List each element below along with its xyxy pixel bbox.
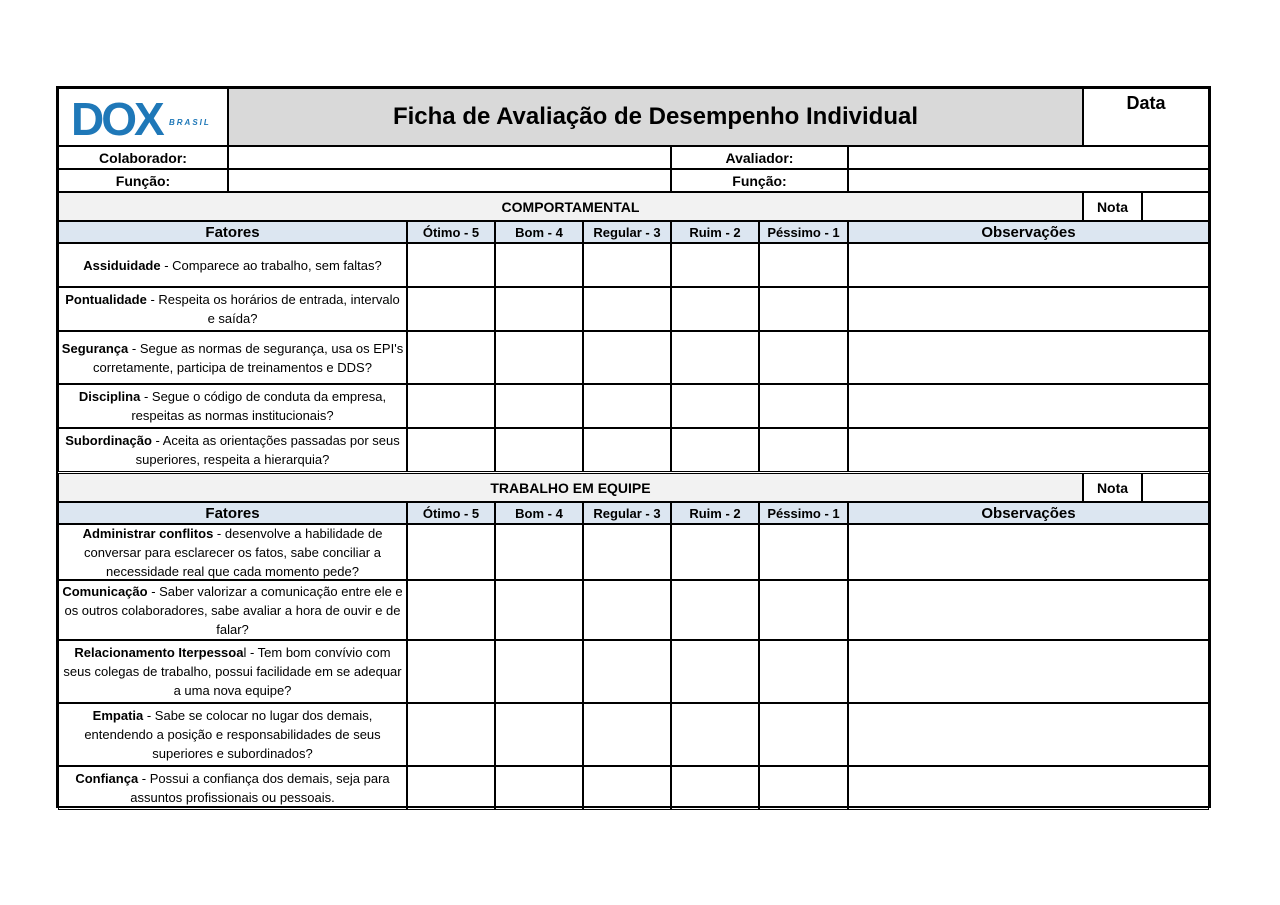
observation-field[interactable] (848, 766, 1209, 810)
rating-checkbox-cell[interactable] (495, 287, 583, 331)
factor-name: Pontualidade (65, 292, 147, 307)
observations-header: Observações (848, 502, 1209, 524)
observations-header: Observações (848, 221, 1209, 243)
rating-checkbox-cell[interactable] (583, 331, 671, 384)
evaluator-function-field[interactable] (848, 169, 1209, 192)
rating-header: Ruim - 2 (671, 221, 759, 243)
factor-name: Subordinação (65, 433, 152, 448)
factor-cell (58, 524, 407, 580)
factor-text (61, 582, 404, 639)
rating-checkbox-cell[interactable] (583, 287, 671, 331)
rating-checkbox-cell[interactable] (671, 287, 759, 331)
factor-description: l - Tem bom convívio com seus colegas de trabalho, possui facilidade em se adequar a uma nova equipe? (63, 645, 402, 698)
rating-checkbox-cell[interactable] (583, 766, 671, 810)
rating-checkbox-cell[interactable] (495, 243, 583, 287)
factor-cell (58, 287, 407, 331)
factor-name: Disciplina (78, 389, 141, 404)
factors-header: Fatores (58, 221, 407, 243)
rating-checkbox-cell[interactable] (583, 580, 671, 640)
factor-cell (58, 384, 407, 428)
grade-label: Nota (1083, 192, 1142, 221)
rating-checkbox-cell[interactable] (407, 524, 495, 580)
rating-checkbox-cell[interactable] (407, 331, 495, 384)
rating-checkbox-cell[interactable] (671, 524, 759, 580)
rating-header: Regular - 3 (583, 502, 671, 524)
factor-text (61, 524, 404, 580)
section-title: TRABALHO EM EQUIPE (58, 473, 1083, 502)
rating-checkbox-cell[interactable] (407, 640, 495, 703)
rating-header: Ótimo - 5 (407, 221, 495, 243)
factor-cell (58, 703, 407, 766)
function-label: Função: (58, 169, 228, 192)
rating-checkbox-cell[interactable] (495, 428, 583, 472)
rating-checkbox-cell[interactable] (495, 524, 583, 580)
factor-cell (58, 640, 407, 703)
rating-checkbox-cell[interactable] (671, 331, 759, 384)
rating-header: Ótimo - 5 (407, 502, 495, 524)
observation-field[interactable] (848, 428, 1209, 472)
date-label: Data (1126, 93, 1166, 113)
rating-checkbox-cell[interactable] (671, 640, 759, 703)
rating-checkbox-cell[interactable] (759, 243, 848, 287)
evaluator-field[interactable] (848, 146, 1209, 169)
rating-checkbox-cell[interactable] (407, 703, 495, 766)
observation-field[interactable] (848, 287, 1209, 331)
rating-checkbox-cell[interactable] (583, 243, 671, 287)
grade-field[interactable] (1142, 473, 1209, 502)
rating-checkbox-cell[interactable] (759, 640, 848, 703)
rating-checkbox-cell[interactable] (759, 703, 848, 766)
rating-checkbox-cell[interactable] (759, 428, 848, 472)
rating-header: Bom - 4 (495, 502, 583, 524)
factor-name: Relacionamento Iterpessoa (74, 645, 244, 660)
rating-checkbox-cell[interactable] (583, 703, 671, 766)
logo-cell (58, 88, 228, 146)
factor-description: - Comparece ao trabalho, sem faltas? (160, 257, 382, 273)
factor-text (61, 706, 404, 763)
rating-checkbox-cell[interactable] (671, 428, 759, 472)
factor-text (61, 290, 404, 328)
rating-checkbox-cell[interactable] (407, 580, 495, 640)
rating-checkbox-cell[interactable] (495, 384, 583, 428)
page-title: Ficha de Avaliação de Desempenho Individual (228, 88, 1083, 146)
rating-checkbox-cell[interactable] (495, 640, 583, 703)
rating-header: Ruim - 2 (671, 502, 759, 524)
observation-field[interactable] (848, 524, 1209, 580)
factor-text (83, 256, 381, 275)
rating-checkbox-cell[interactable] (583, 384, 671, 428)
rating-header: Péssimo - 1 (759, 502, 848, 524)
factor-text (61, 769, 404, 807)
rating-checkbox-cell[interactable] (407, 384, 495, 428)
factor-description: - Respeita os horários de entrada, intervalo e saída? (146, 292, 400, 326)
factor-name: Comunicação (62, 583, 148, 599)
factors-header: Fatores (58, 502, 407, 524)
rating-checkbox-cell[interactable] (495, 766, 583, 810)
factor-text (61, 643, 404, 700)
rating-checkbox-cell[interactable] (671, 243, 759, 287)
observation-field[interactable] (848, 331, 1209, 384)
grade-label: Nota (1083, 473, 1142, 502)
observation-field[interactable] (848, 640, 1209, 703)
factor-name: Confiança (75, 771, 139, 786)
factor-text (61, 387, 404, 425)
factor-description: - desenvolve a habilidade de conversar para esclarecer os fatos, sabe conciliar a necessidade real que cada momento pede? (84, 525, 383, 579)
rating-checkbox-cell[interactable] (407, 428, 495, 472)
observation-field[interactable] (848, 384, 1209, 428)
factor-name: Administrar conflitos (82, 525, 214, 541)
factor-description: - Segue as normas de segurança, usa os EPI's corretamente, participa de treinamentos e DDS? (93, 340, 404, 375)
logo-main-text: DOX (71, 95, 162, 141)
function-field[interactable] (228, 169, 671, 192)
rating-checkbox-cell[interactable] (759, 384, 848, 428)
rating-checkbox-cell[interactable] (583, 640, 671, 703)
rating-checkbox-cell[interactable] (407, 766, 495, 810)
evaluator-label: Avaliador: (671, 146, 848, 169)
factor-cell (58, 766, 407, 810)
factor-description: - Segue o código de conduta da empresa, respeitas as normas institucionais? (131, 389, 387, 423)
rating-header: Regular - 3 (583, 221, 671, 243)
evaluation-form (56, 86, 1211, 808)
rating-checkbox-cell[interactable] (671, 766, 759, 810)
rating-checkbox-cell[interactable] (495, 331, 583, 384)
factor-cell (58, 428, 407, 472)
section-title: COMPORTAMENTAL (58, 192, 1083, 221)
rating-checkbox-cell[interactable] (495, 580, 583, 640)
logo-sub-text: BRASIL (169, 118, 211, 127)
rating-checkbox-cell[interactable] (583, 428, 671, 472)
factor-description: - Possui a confiança dos demais, seja para assuntos profissionais ou pessoais. (130, 771, 390, 805)
grade-field[interactable] (1142, 192, 1209, 221)
dox-logo (71, 95, 217, 141)
rating-checkbox-cell[interactable] (671, 384, 759, 428)
factor-name: Assiduidade (83, 257, 161, 273)
collaborator-field[interactable] (228, 146, 671, 169)
factor-cell (58, 243, 407, 287)
rating-checkbox-cell[interactable] (407, 287, 495, 331)
rating-header: Péssimo - 1 (759, 221, 848, 243)
factor-text (61, 339, 404, 377)
factor-text (61, 431, 404, 469)
rating-header: Bom - 4 (495, 221, 583, 243)
rating-checkbox-cell[interactable] (759, 766, 848, 810)
factor-cell (58, 331, 407, 384)
factor-name: Segurança (61, 340, 129, 356)
rating-checkbox-cell[interactable] (495, 703, 583, 766)
factor-description: - Saber valorizar a comunicação entre ele e os outros colaboradores, sabe avaliar a hora de ouvir e de falar? (64, 583, 403, 637)
rating-checkbox-cell[interactable] (759, 580, 848, 640)
rating-checkbox-cell[interactable] (671, 580, 759, 640)
rating-checkbox-cell[interactable] (407, 243, 495, 287)
observation-field[interactable] (848, 580, 1209, 640)
rating-checkbox-cell[interactable] (759, 287, 848, 331)
evaluator-function-label: Função: (671, 169, 848, 192)
factor-name: Empatia (92, 708, 144, 723)
observation-field[interactable] (848, 703, 1209, 766)
collaborator-label: Colaborador: (58, 146, 228, 169)
factor-cell (58, 580, 407, 640)
factor-description: - Aceita as orientações passadas por seus superiores, respeita a hierarquia? (135, 433, 400, 467)
rating-checkbox-cell[interactable] (583, 524, 671, 580)
date-cell[interactable] (1083, 88, 1209, 146)
rating-checkbox-cell[interactable] (759, 331, 848, 384)
rating-checkbox-cell[interactable] (759, 524, 848, 580)
factor-description: - Sabe se colocar no lugar dos demais, entendendo a posição e responsabilidades de seus superiores e subordinados? (84, 708, 381, 761)
observation-field[interactable] (848, 243, 1209, 287)
rating-checkbox-cell[interactable] (671, 703, 759, 766)
